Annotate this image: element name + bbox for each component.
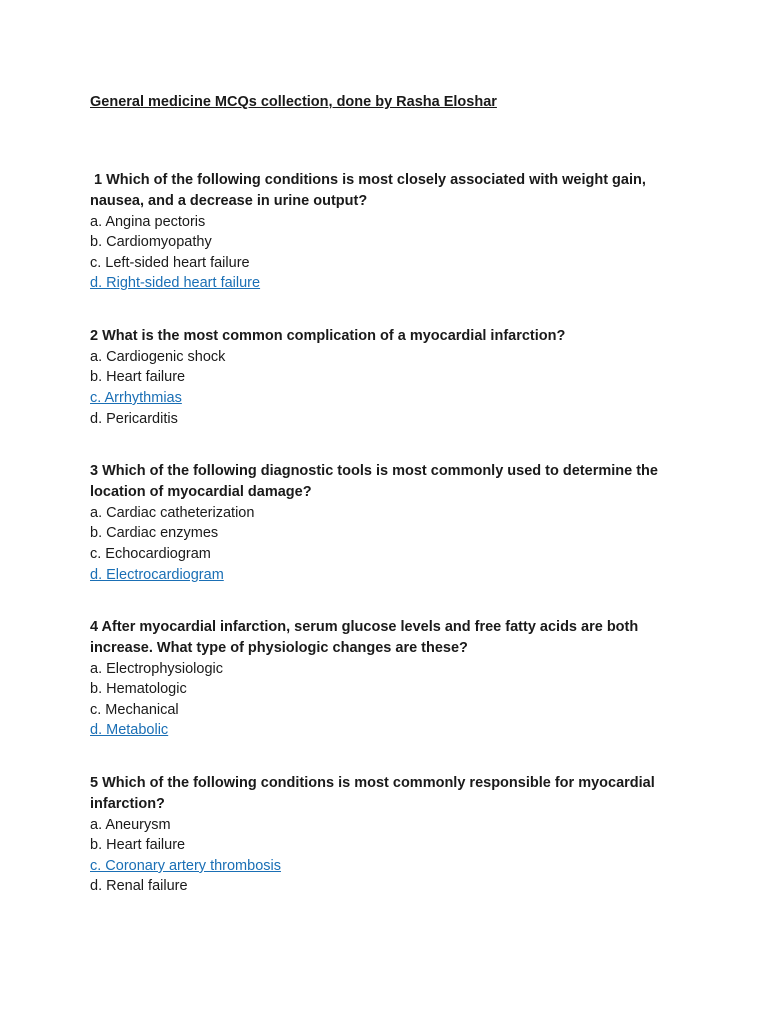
question-text: 2 What is the most common complication of a myocardial infarction? [90, 327, 566, 344]
answer-option: a. Angina pectoris [90, 213, 206, 230]
question-list [90, 170, 690, 897]
correct-answer-option[interactable]: d. Right-sided heart failure [90, 275, 261, 292]
question-block-3 [90, 461, 690, 585]
answer-option: b. Hematologic [90, 681, 187, 698]
answer-option: a. Aneurysm [90, 816, 171, 833]
question-text: 1 Which of the following conditions is most closely associated with weight gain, nausea, and a decrease in urine output? [90, 172, 650, 209]
question-text: 5 Which of the following conditions is most commonly responsible for myocardial infarction? [90, 775, 659, 812]
correct-answer-option[interactable]: c. Arrhythmias [90, 389, 182, 406]
answer-option: b. Cardiomyopathy [90, 234, 212, 251]
answer-option: c. Mechanical [90, 701, 179, 718]
answer-option: a. Electrophysiologic [90, 660, 223, 677]
correct-answer-option[interactable]: d. Metabolic [90, 722, 169, 739]
answer-option: b. Cardiac enzymes [90, 525, 219, 542]
answer-options [90, 212, 690, 294]
document-page [90, 92, 690, 897]
question-text: 4 After myocardial infarction, serum glucose levels and free fatty acids are both increase. What type of physiologic changes are these? [90, 619, 643, 656]
question-text: 3 Which of the following diagnostic tools is most commonly used to determine the location of myocardial damage? [90, 463, 662, 500]
question-block-2 [90, 326, 690, 429]
answer-options [90, 503, 690, 585]
answer-option: c. Echocardiogram [90, 545, 211, 562]
document-title: General medicine MCQs collection, done by Rasha Eloshar [90, 94, 497, 110]
answer-options [90, 347, 690, 429]
question-block-1 [90, 170, 690, 294]
correct-answer-option[interactable]: c. Coronary artery thrombosis [90, 857, 281, 874]
answer-option: c. Left-sided heart failure [90, 254, 250, 271]
answer-option: d. Renal failure [90, 878, 188, 895]
answer-option: b. Heart failure [90, 837, 186, 854]
answer-options [90, 815, 690, 897]
answer-option: a. Cardiogenic shock [90, 348, 226, 365]
correct-answer-option[interactable]: d. Electrocardiogram [90, 566, 224, 583]
question-block-4 [90, 617, 690, 741]
answer-options [90, 659, 690, 741]
answer-option: b. Heart failure [90, 369, 186, 386]
answer-option: d. Pericarditis [90, 410, 178, 427]
answer-option: a. Cardiac catheterization [90, 504, 255, 521]
question-block-5 [90, 773, 690, 897]
